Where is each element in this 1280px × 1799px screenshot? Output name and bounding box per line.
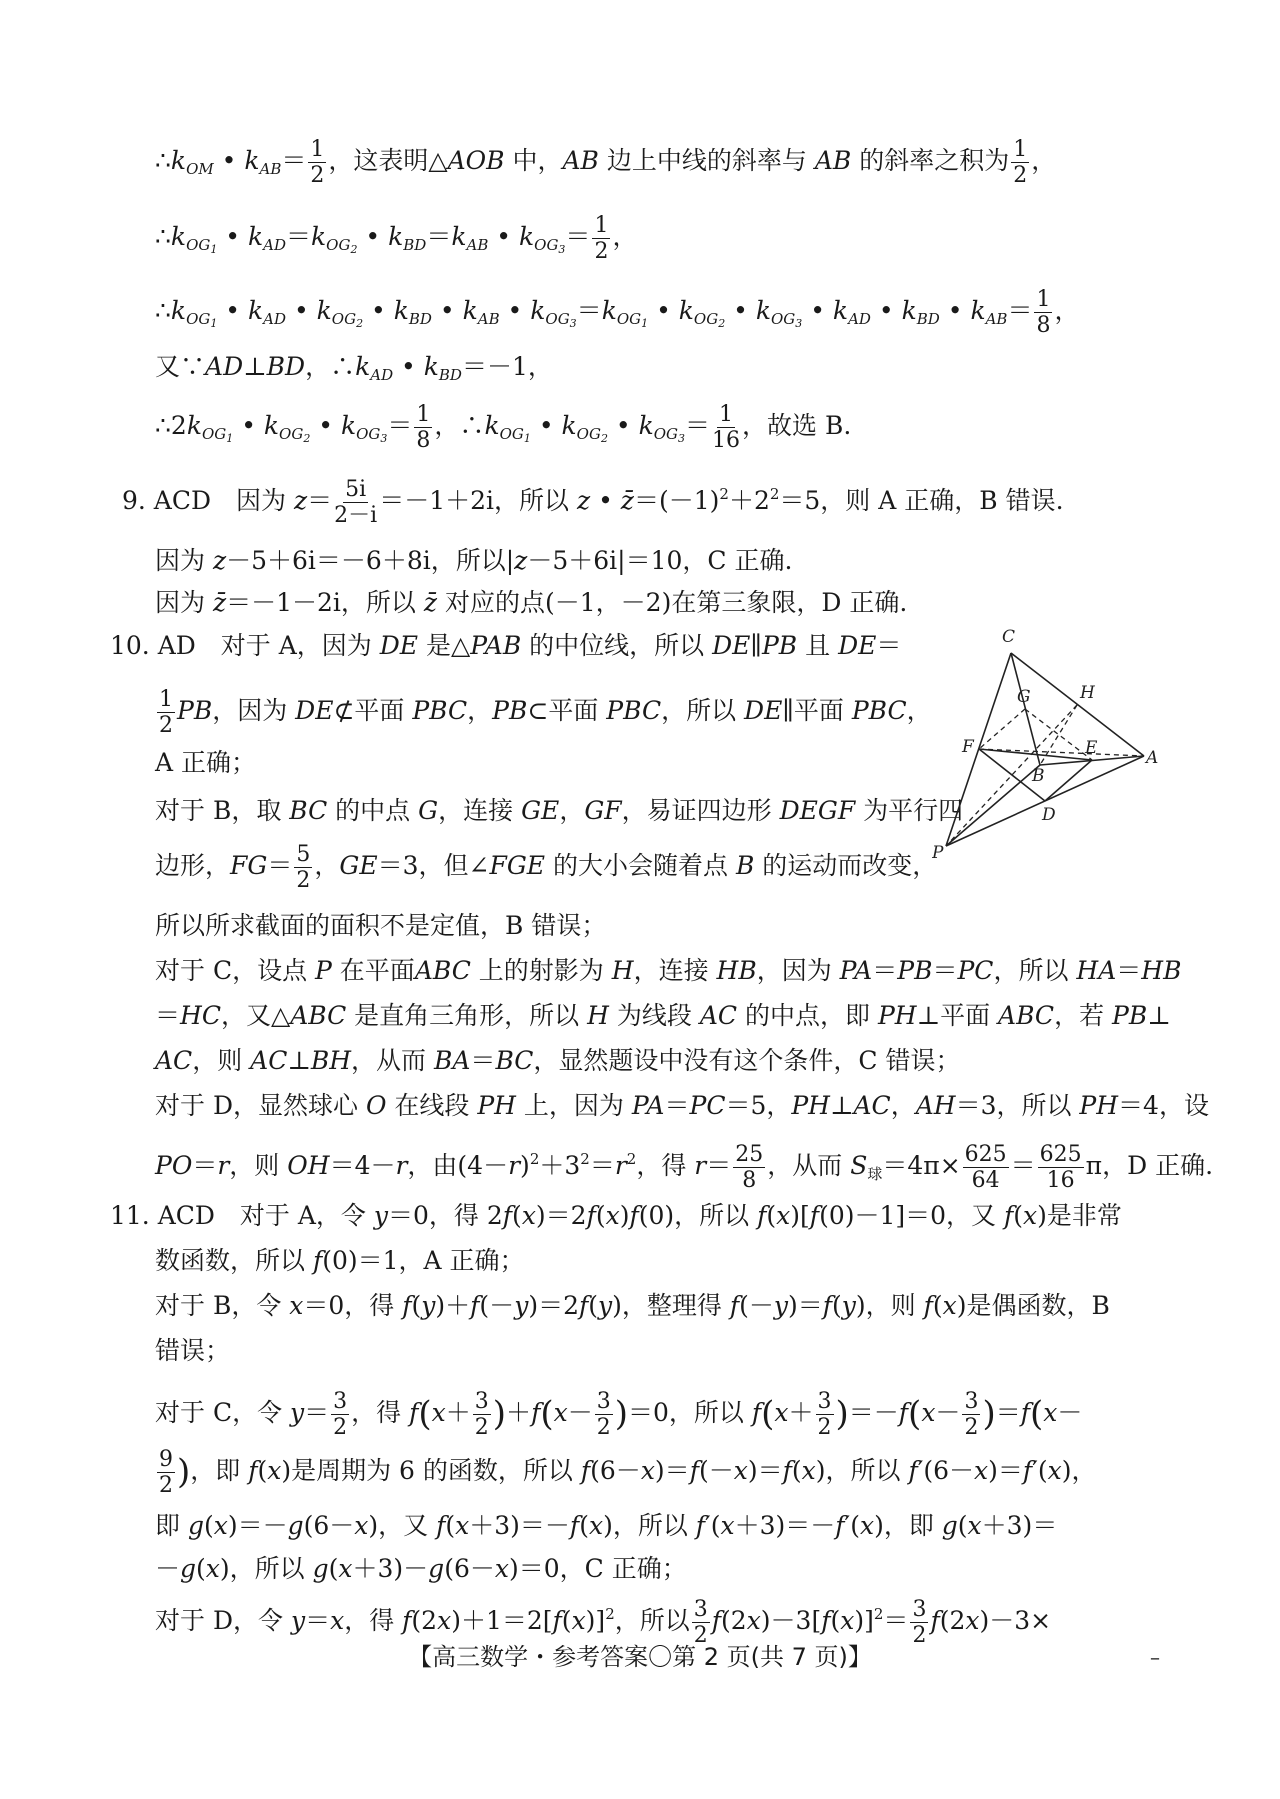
text-line: $\frac{9}{2}$ )，即 f(x)是周期为 6 的函数，所以 f(6－x)＝f(－x)＝f(x)，所以 f′(6－x)＝f′(x)， — [159, 1447, 1097, 1499]
label-P: P — [932, 843, 944, 863]
label-D: D — [1042, 805, 1056, 825]
text-line: 对于 C，令 y＝ $\frac{3}{2}$ ，得 f(x＋ $\frac{3}{2}$ )＋f(x－ $\frac{3}{2}$ )＝0，所以 f(x＋ $\frac{3}{2}$ )＝－f(x－ $\frac{3}{2}$ )＝f(x－ — [155, 1389, 1083, 1441]
label-F: F — [962, 737, 974, 757]
geometry-diagram — [932, 628, 1162, 868]
label-H: H — [1080, 683, 1095, 703]
text-line: AC，则 AC⊥BH，从而 BA＝BC，显然题设中没有这个条件，C 错误； — [155, 1046, 961, 1075]
text-line: $\therefore k_{OM}$ • $k_{AB}=$ $\frac{1}{2}$ ，这表明△AOB 中，AB 边上中线的斜率与 AB 的斜率之积为 $\frac{1}{2}$ ， — [155, 137, 1057, 189]
text-line: 即 g(x)＝－g(6－x)，又 f(x＋3)＝－f(x)，所以 f′(x＋3)＝－f′(x)，即 g(x＋3)＝ — [155, 1511, 1058, 1540]
text-line: 对于 B，令 x＝0，得 f(y)＋f(－y)＝2f(y)，整理得 f(－y)＝f(y)，则 f(x)是偶函数，B — [155, 1291, 1110, 1320]
text-line: $\frac{1}{2}$ PB，因为 DE⊄平面 PBC，PB⊂平面 PBC，所以 DE∥平面 PBC， — [159, 687, 932, 739]
text-line: $\therefore k_{OG_1}$ • $k_{AD}$ • $k_{OG_2}$ • $k_{BD}$ • $k_{AB}$ • $k_{OG_3}=k_{OG_1}$ • $k_{OG_2}$ • $k_{OG_3}$ • $k_{AD}$ • $k_{BD}$ • $k_{AB}=$ $\frac{1}{8}$ ， — [155, 287, 1080, 339]
text-line: 又∵AD⊥BD，$\therefore k_{AD}$ • $k_{BD}=-1$， — [155, 352, 553, 384]
text-line: 对于 B，取 BC 的中点 G，连接 GE，GF，易证四边形 DEGF 为平行四 — [155, 796, 964, 825]
text-line: 对于 D，令 y＝x，得 $f(2x)+1=2[f(x)]^2$，所以 $\frac{3}{2}$ $f(2x)-3[f(x)]^2=$ $\frac{3}{2}$ f(2x)－3× — [155, 1597, 1052, 1649]
text-line: 因为 z－5＋6i＝－6＋8i，所以|z－5＋6i|＝10，C 正确. — [155, 546, 793, 575]
text-line: 所以所求截面的面积不是定值，B 错误； — [155, 911, 607, 940]
text-line: 对于 D，显然球心 O 在线段 PH 上，因为 PA＝PC＝5，PH⊥AC，AH＝3，所以 PH＝4，设 — [155, 1091, 1209, 1120]
footer-dash: – — [1150, 1645, 1160, 1669]
text-line: A 正确； — [155, 748, 257, 777]
text-line: $\therefore 2k_{OG_1}$ • $k_{OG_2}$ • $k_{OG_3}=$ $\frac{1}{8}$ ，$\therefore k_{OG_1}$ • $k_{OG_2}$ • $k_{OG_3}=$ $\frac{1}{16}$ ，故选 B. — [155, 402, 852, 454]
page-footer: 【高三数学・参考答案〇第 2 页(共 7 页)】 — [408, 1643, 872, 1671]
label-C: C — [1002, 628, 1016, 647]
text-line: 9. ACD 因为 z＝ $\frac{5i}{2-i}$ ＝－1＋2i，所以 z • $z̄=(-1)^2+2^2=5$，则 A 正确，B 错误. — [122, 477, 1064, 529]
text-line: －g(x)，所以 g(x＋3)－g(6－x)＝0，C 正确； — [155, 1554, 687, 1583]
text-line: $\therefore k_{OG_1}$ • $k_{AD}=k_{OG_2}$ • $k_{BD}=k_{AB}$ • $k_{OG_3}=$ $\frac{1}{2}$ ， — [155, 213, 638, 265]
edge-CA — [1011, 653, 1144, 756]
text-line: 因为 z̄＝－1－2i，所以 z̄ 对应的点(－1，－2)在第三象限，D 正确. — [155, 588, 908, 617]
label-B: B — [1032, 766, 1045, 786]
text-line: 错误； — [155, 1336, 231, 1365]
text-line: 10. AD 对于 A，因为 DE 是△PAB 的中位线，所以 DE∥PB 且 DE＝ — [110, 631, 902, 660]
label-A: A — [1146, 748, 1159, 768]
text-line: PO＝r，则 OH＝4－r，由$(4-r)^2+3^2=r^2$，得 r＝ $\frac{25}{8}$ ，从而 $S_球=4\pi\times$ $\frac{625}{64}$ ＝ $\frac{625}{16}$ π，D 正确. — [155, 1142, 1214, 1194]
text-line: ＝HC，又△ABC 是直角三角形，所以 H 为线段 AC 的中点，即 PH⊥平面 ABC，若 PB⊥ — [155, 1001, 1171, 1030]
text-line: 数函数，所以 f(0)＝1，A 正确； — [155, 1246, 525, 1275]
text-line: 11. ACD 对于 A，令 y＝0，得 2f(x)＝2f(x)f(0)，所以 f(x)[f(0)－1]＝0，又 f(x)是非常 — [110, 1201, 1122, 1230]
text-line: 对于 C，设点 P 在平面ABC 上的射影为 H，连接 HB，因为 PA＝PB＝PC，所以 HA＝HB — [155, 956, 1182, 985]
segment-FA — [979, 749, 1144, 756]
label-E: E — [1085, 738, 1098, 758]
segment-GE — [1025, 709, 1092, 760]
label-G: G — [1017, 687, 1031, 707]
segment-ED — [1045, 760, 1092, 801]
text-line: 边形，FG＝ $\frac{5}{2}$ ，GE＝3，但∠FGE 的大小会随着点 B 的运动而改变， — [155, 842, 938, 894]
